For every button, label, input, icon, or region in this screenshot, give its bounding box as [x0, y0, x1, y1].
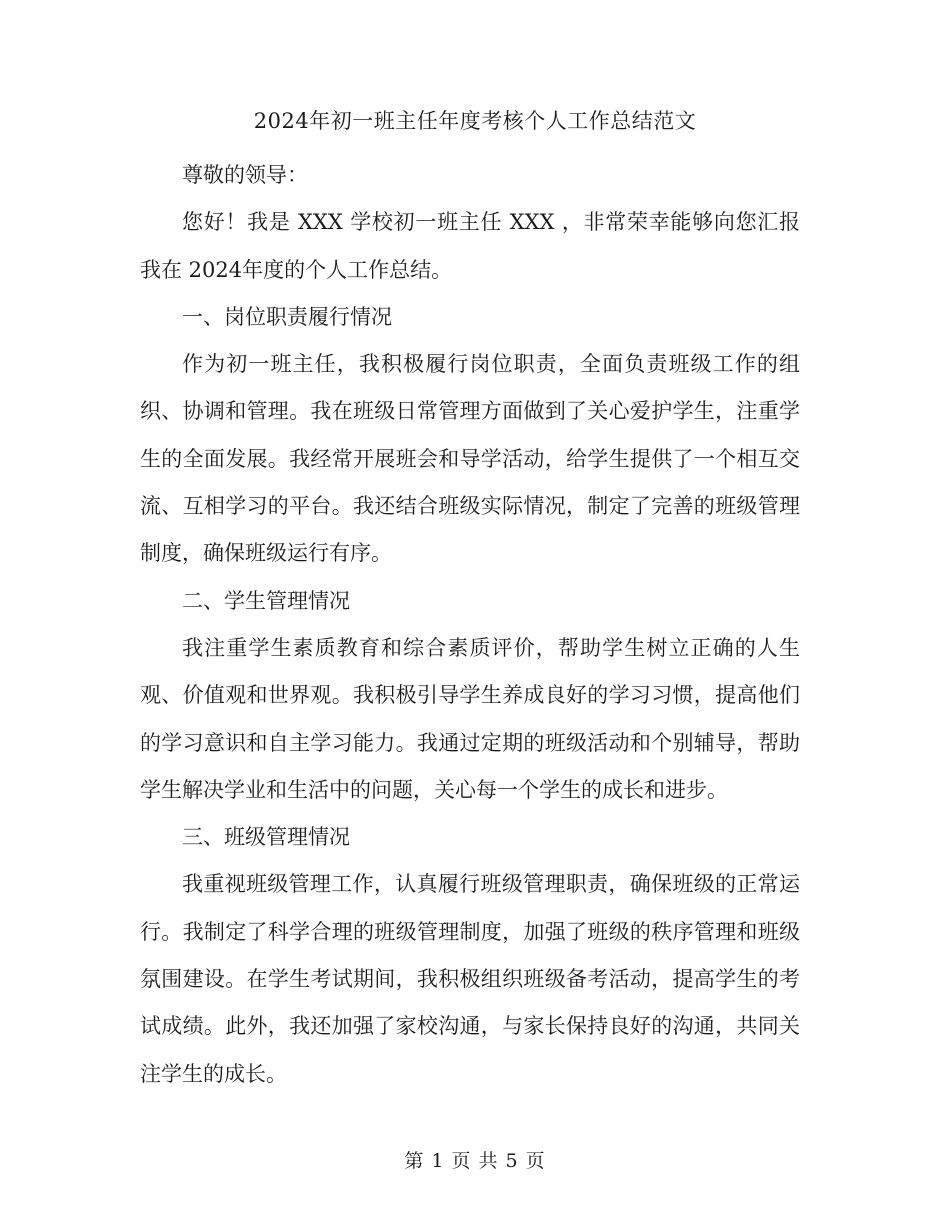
document-title: 2024年初一班主任年度考核个人工作总结范文: [253, 109, 697, 133]
intro-paragraph: 您好！我是 XXX 学校初一班主任 XXX ，非常荣幸能够向您汇报我在 2024年度的个人工作总结。: [140, 210, 800, 282]
section-heading-class: 三、班级管理情况: [182, 825, 350, 850]
students-paragraph: 我注重学生素质教育和综合素质评价，帮助学生树立正确的人生观、价值观和世界观。我积极引导学生养成良好的学习习惯，提高他们的学习意识和自主学习能力。我通过定期的班级活动和个别辅导，帮助学生解决学业和生活中的问题，关心每一个学生的成长和进步。: [140, 635, 800, 802]
section-heading-duties: 一、岗位职责履行情况: [182, 304, 392, 329]
page-number-footer: 第 1 页 共 5 页: [404, 1150, 546, 1172]
section-heading-students: 二、学生管理情况: [182, 588, 350, 613]
salutation: 尊敬的领导：: [182, 163, 308, 187]
duties-paragraph: 作为初一班主任，我积极履行岗位职责，全面负责班级工作的组织、协调和管理。我在班级日常管理方面做到了关心爱护学生，注重学生的全面发展。我经常开展班会和导学活动，给学生提供了一个相互交流、互相学习的平台。我还结合班级实际情况，制定了完善的班级管理制度，确保班级运行有序。: [140, 352, 800, 566]
document-body: [140, 152, 800, 1098]
class-paragraph: 我重视班级管理工作，认真履行班级管理职责，确保班级的正常运行。我制定了科学合理的班级管理制度，加强了班级的秩序管理和班级氛围建设。在学生考试期间，我积极组织班级备考活动，提高学生的考试成绩。此外，我还加强了家校沟通，与家长保持良好的沟通，共同关注学生的成长。: [140, 872, 800, 1086]
